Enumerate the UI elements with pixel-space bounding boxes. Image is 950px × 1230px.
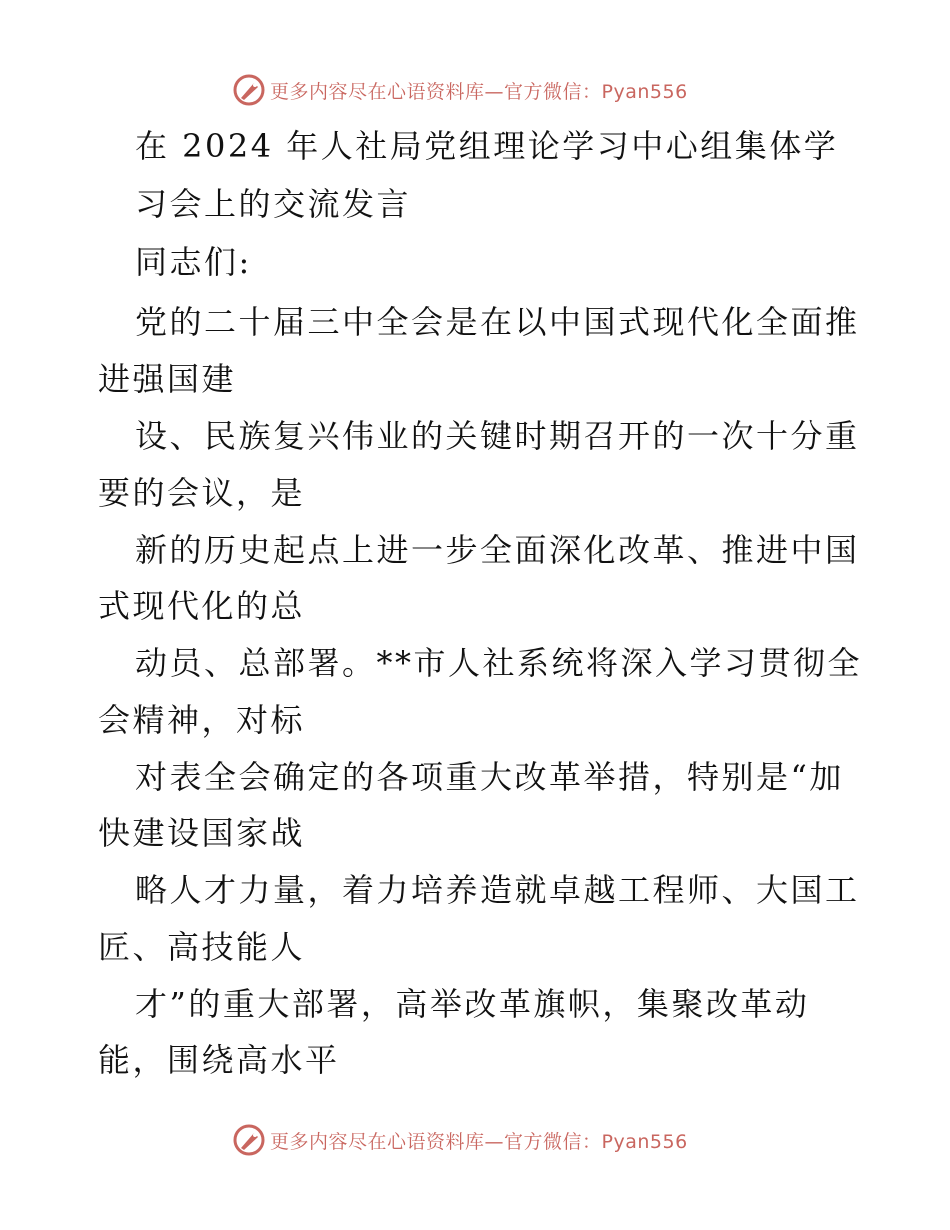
- paragraph-line: 动员、总部署。**市人社系统将深入学习贯彻全: [135, 644, 863, 682]
- title-line: 习会上的交流发言: [135, 185, 412, 223]
- footer-banner: [232, 1120, 688, 1160]
- paragraph-line: 会精神，对标: [98, 701, 306, 739]
- paragraph-line: 才”的重大部署，高举改革旗帜，集聚改革动: [135, 985, 810, 1023]
- banner-text: 更多内容尽在心语资料库—官方微信：Pyan556: [270, 1130, 688, 1153]
- paragraph-line: 式现代化的总: [98, 587, 306, 625]
- header-banner: [232, 70, 688, 110]
- salutation: 同志们:: [135, 243, 252, 281]
- pen-nib-logo-icon: [232, 73, 266, 107]
- paragraph-line: 对表全会确定的各项重大改革举措，特别是“加: [135, 758, 844, 796]
- paragraph-line: 能，围绕高水平: [98, 1041, 340, 1079]
- paragraph-line: 党的二十届三中全会是在以中国式现代化全面推: [135, 303, 860, 341]
- paragraph-line: 设、民族复兴伟业的关键时期召开的一次十分重: [135, 417, 860, 455]
- paragraph-line: 快建设国家战: [98, 814, 306, 852]
- paragraph-line: 要的会议，是: [98, 474, 306, 512]
- banner-text: 更多内容尽在心语资料库—官方微信：Pyan556: [270, 80, 688, 103]
- pen-nib-logo-icon: [232, 1123, 266, 1157]
- paragraph-line: 进强国建: [98, 360, 237, 398]
- paragraph-line: 略人才力量，着力培养造就卓越工程师、大国工: [135, 871, 860, 909]
- paragraph-line: 新的历史起点上进一步全面深化改革、推进中国: [135, 531, 860, 569]
- paragraph-line: 匠、高技能人: [98, 928, 306, 966]
- title-line: 在 2024 年人社局党组理论学习中心组集体学: [135, 127, 839, 165]
